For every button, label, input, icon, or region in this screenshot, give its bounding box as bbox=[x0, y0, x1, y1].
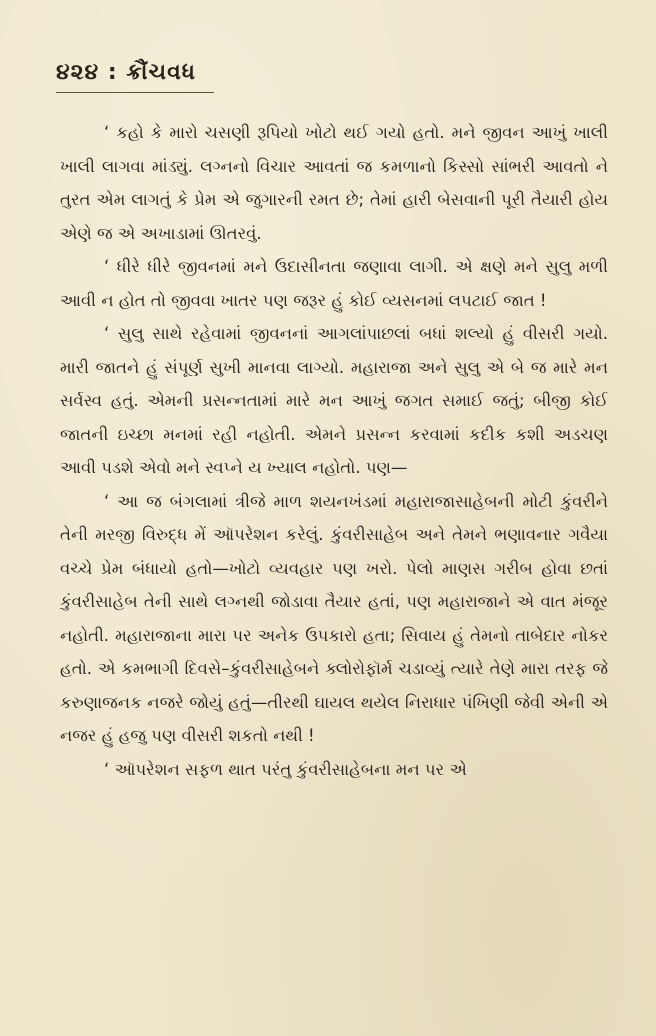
paragraph: ‘ કહો કે મારો ચસણી રૂપિયો ખોટો થઈ ગયો હતો. મને જીવન આખું ખાલી ખાલી લાગવા માંડ્યું. લગ્નનો વિચાર આવતાં જ કમળાનો કિસ્સો સાંભરી આવતો ને તુરત એમ લાગતું કે પ્રેમ એ જુગારની રમત છે; તેમાં હારી બેસવાની પૂરી તૈયારી હોય એણે જ એ અખાડામાં ઊતરવું. bbox=[60, 123, 608, 243]
paragraph: ‘ ઑપરેશન સફળ થાત પરંતુ કુંવરીસાહેબના મન પર એ bbox=[104, 759, 467, 779]
body-text bbox=[60, 116, 608, 786]
paragraph: ‘ સુલુ સાથે રહેવામાં જીવનનાં આગલાંપાછલાં બધાં શલ્યો હું વીસરી ગયો. મારી જાતને હું સંપૂર્ણ સુખી માનવા લાગ્યો. મહારાજા અને સુલુ એ બે જ મારે મન સર્વસ્વ હતું. એમની પ્રસન્નતામાં મારે મન આખું જગત સમાઈ જતું; બીજી કોઈ જાતની ઇચ્છા મનમાં રહી નહોતી. એમને પ્રસન્ન કરવામાં કદીક કશી અડચણ આવી પડશે એવો મને સ્વપ્ને ય ખ્યાલ નહોતો. પણ— bbox=[60, 324, 608, 477]
paragraph: ‘ આ જ બંગલામાં ત્રીજે માળ શયનખંડમાં મહારાજાસાહેબની મોટી કુંવરીને તેની મરજી વિરુદ્ધ મેં ઑપરેશન કરેલું. કુંવરીસાહેબ અને તેમને ભણાવનાર ગવૈયા વચ્ચે પ્રેમ બંધાયો હતો—ખોટો વ્યવહાર પણ ખરો. પેલો માણસ ગરીબ હોવા છતાં કુંવરીસાહેબ તેની સાથે લગ્નથી જોડાવા તૈયાર હતાં, પણ મહારાજાને એ વાત મંજૂર નહોતી. મહારાજાના મારા પર અનેક ઉપકારો હતા; સિવાય હું તેમનો તાબેદાર નોકર હતો. એ કમભાગી દિવસે–કુંવરીસાહેબને ક્લોરોફૉર્મ ચડાવ્યું ત્યારે તેણે મારા તરફ જે કરુણાજનક નજરે જોયું હતું—તીરથી ઘાયલ થયેલ નિરાધાર પંખિણી જેવી એની એ નજર હું હજુ પણ વીસરી શકતો નથી ! bbox=[60, 491, 608, 745]
running-head: ૪૨૪ : ક્રૌંચવધ bbox=[56, 60, 197, 85]
header-underline bbox=[56, 92, 214, 93]
paragraph: ‘ ધીરે ધીરે જીવનમાં મને ઉદાસીનતા જણાવા લાગી. એ ક્ષણે મને સુલુ મળી આવી ન હોત તો જીવવા ખાતર પણ જરૂર હું કોઈ વ્યસનમાં લપટાઈ જાત ! bbox=[60, 257, 608, 310]
